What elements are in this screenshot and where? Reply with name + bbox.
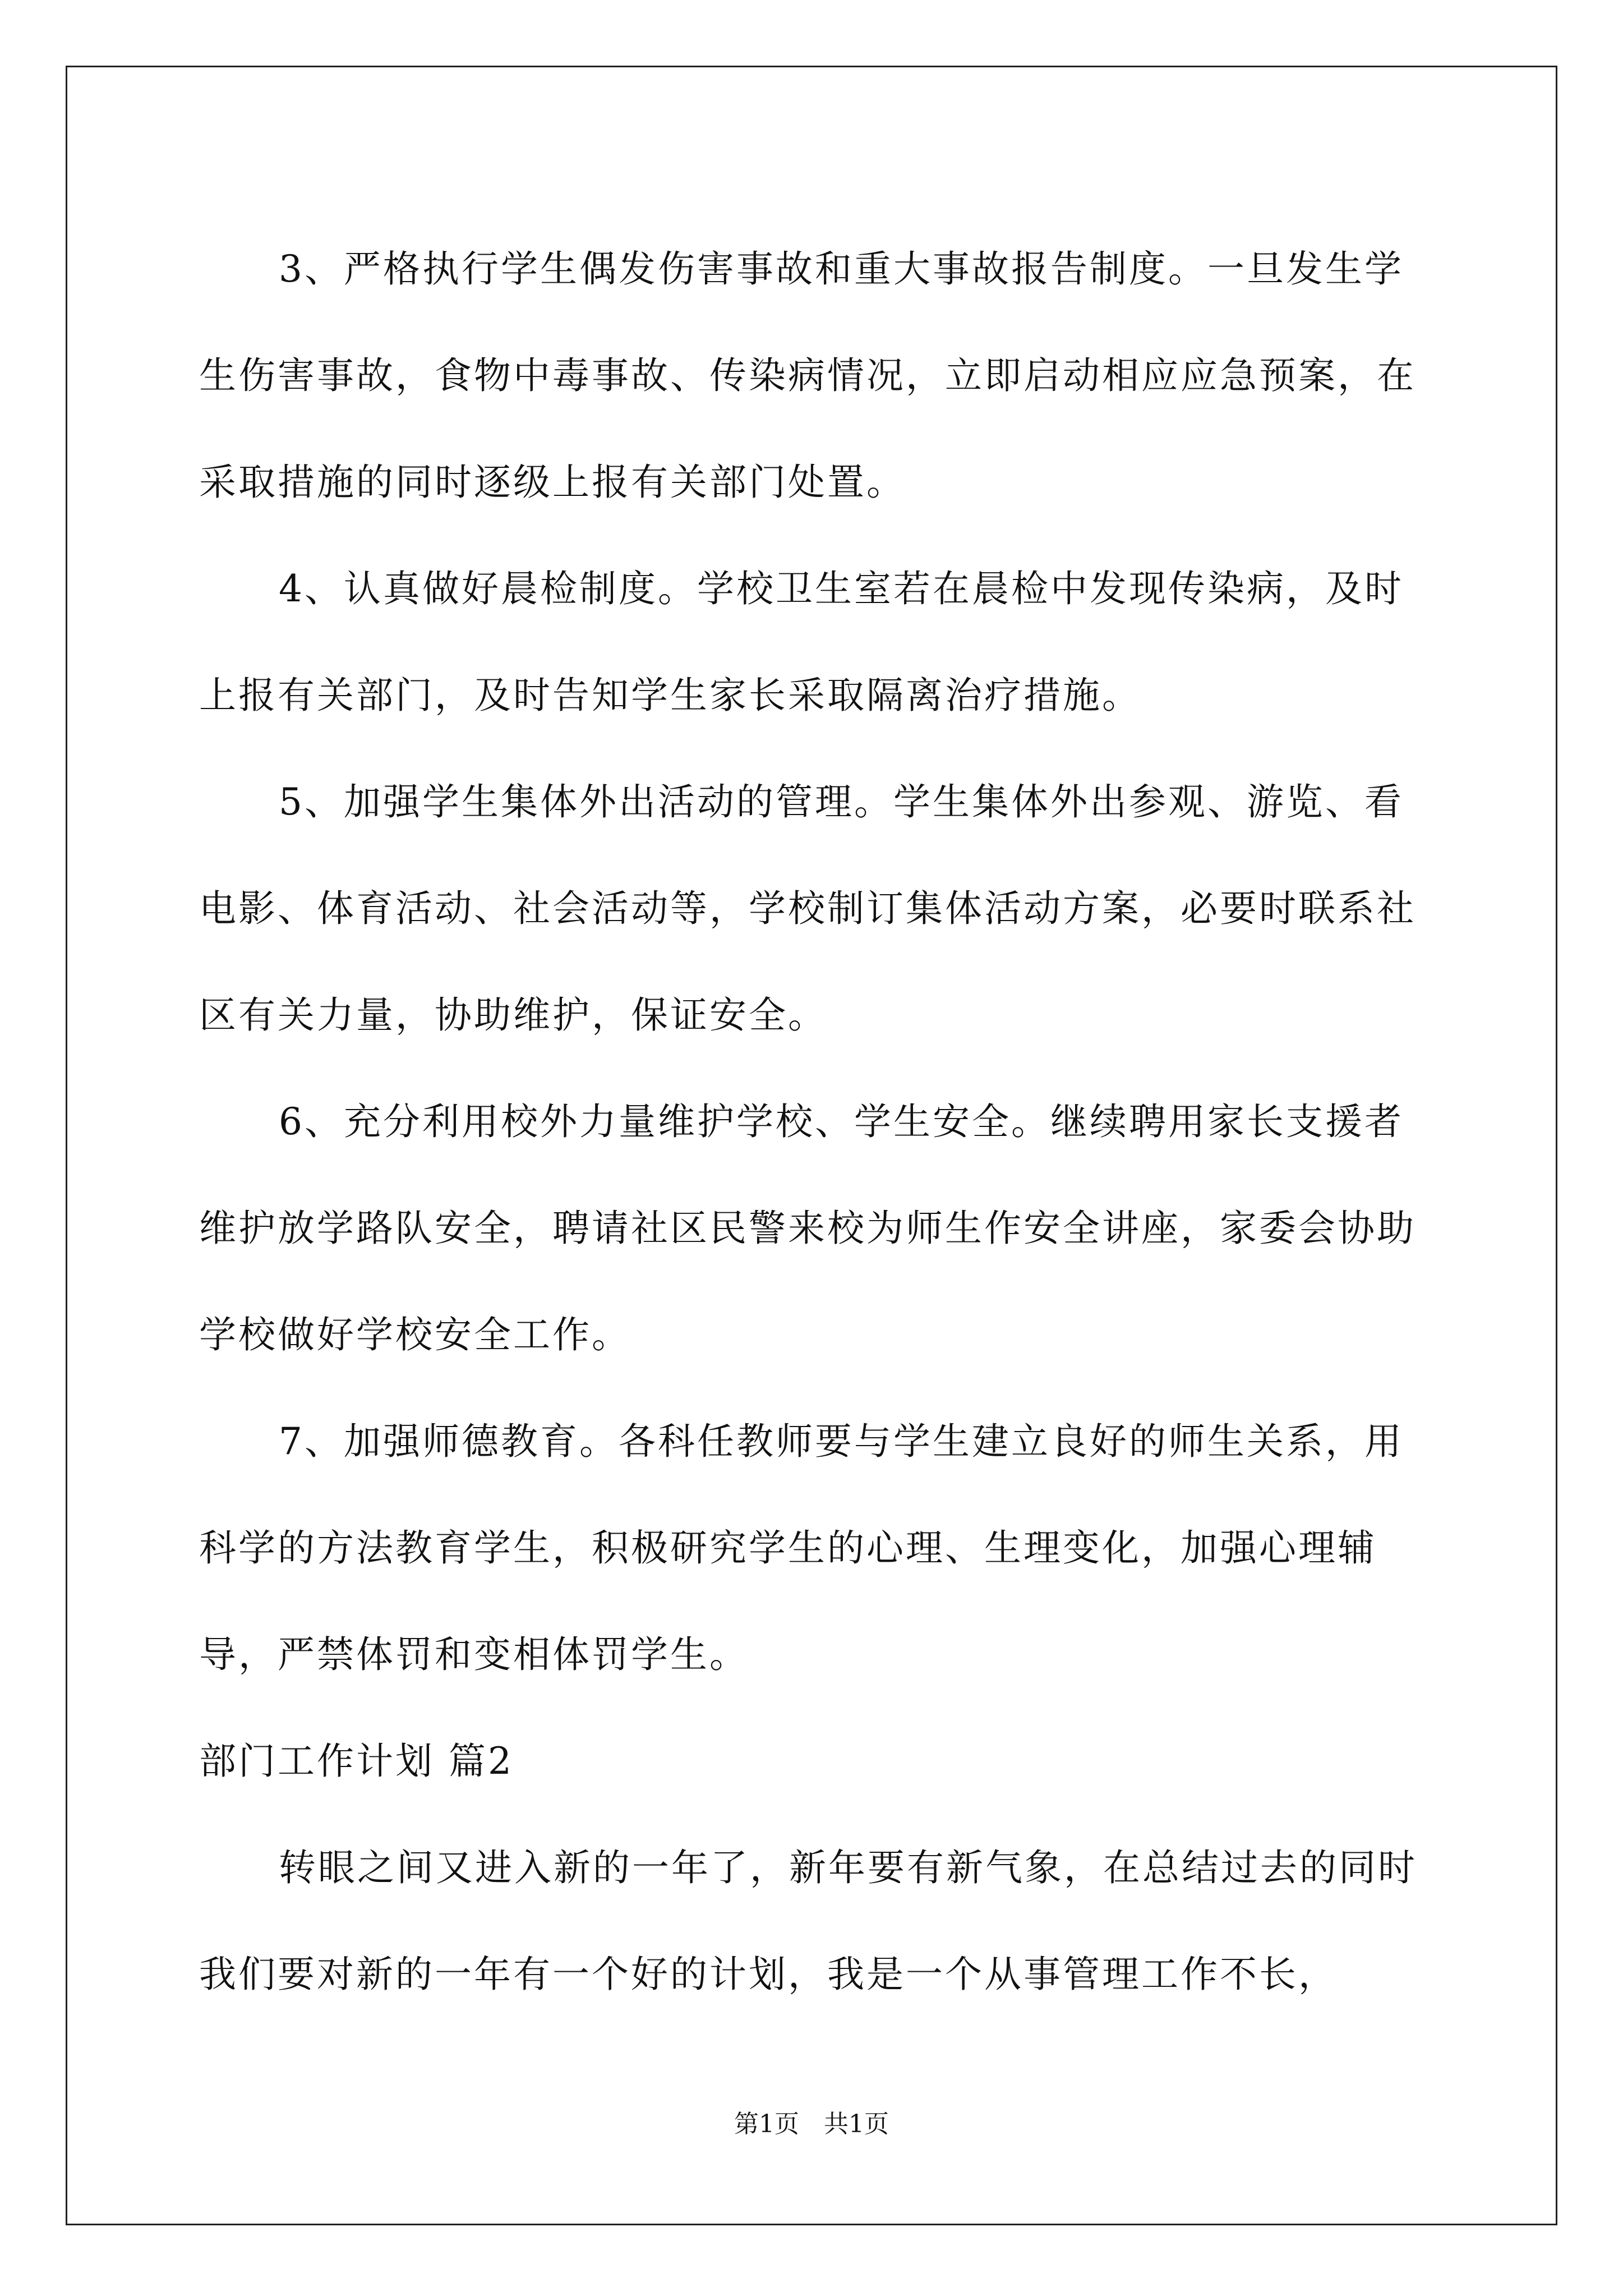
section-heading: 部门工作计划 篇2 (199, 1740, 514, 1783)
paragraph-item-6: 6、充分利用校外力量维护学校、学生安全。继续聘用家长支援者维护放学路队安全，聘请社区民警来校为师生作安全讲座，家委会协助学校做好学校安全工作。 (199, 1100, 1416, 1356)
paragraph-item-3: 3、严格执行学生偶发伤害事故和重大事故报告制度。一旦发生学生伤害事故，食物中毒事故、传染病情况，立即启动相应应急预案，在采取措施的同时逐级上报有关部门处置。 (199, 247, 1416, 504)
paragraph-item-7: 7、加强师德教育。各科任教师要与学生建立良好的师生关系，用科学的方法教育学生，积极研究学生的心理、生理变化，加强心理辅导，严禁体罚和变相体罚学生。 (199, 1420, 1404, 1676)
section-paragraph: 转眼之间又进入新的一年了，新年要有新气象，在总结过去的同时我们要对新的一年有一个好的计划，我是一个从事管理工作不长， (199, 1846, 1417, 1996)
paragraph-item-5: 5、加强学生集体外出活动的管理。学生集体外出参观、游览、看电影、体育活动、社会活动等，学校制订集体活动方案，必要时联系社区有关力量，协助维护，保证安全。 (199, 780, 1416, 1037)
document-body (199, 216, 1424, 2028)
page-footer: 第1页 共1页 (734, 2110, 889, 2138)
paragraph-item-4: 4、认真做好晨检制度。学校卫生室若在晨检中发现传染病，及时上报有关部门，及时告知学生家长采取隔离治疗措施。 (199, 567, 1404, 717)
